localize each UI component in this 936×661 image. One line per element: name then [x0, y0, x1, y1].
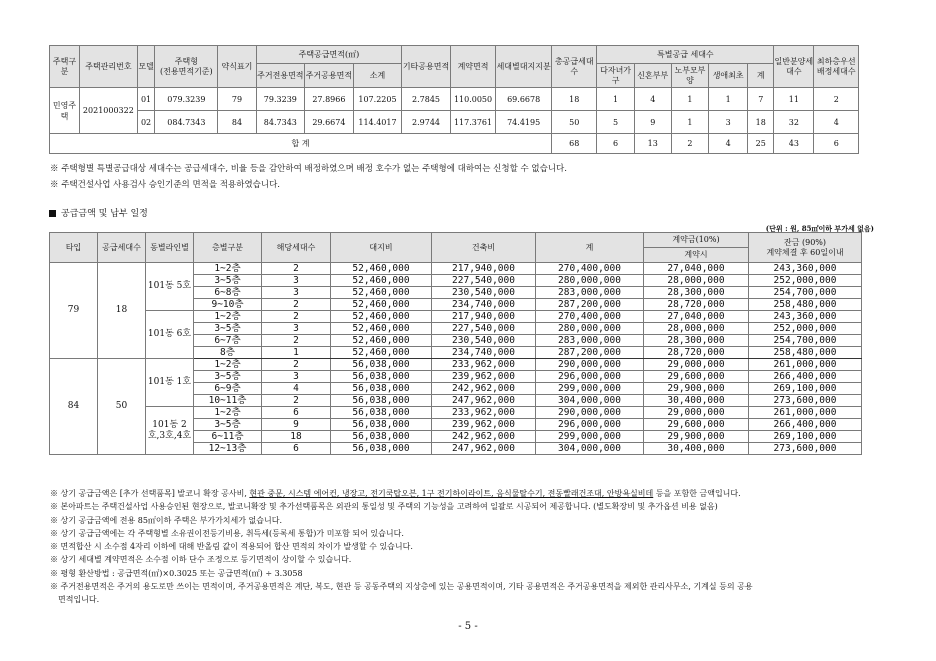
- cell-land: 52,460,000: [331, 311, 432, 323]
- cell-total: 299,000,000: [536, 383, 644, 395]
- section-title-text: 공급금액 및 납부 일정: [61, 209, 148, 219]
- note-line-underlined: 현관 중문, 시스템 에어컨, 냉장고, 전기쿡탑오븐, 1구 전기하이라이트, 음식물탈수기, 전동빨래건조대, 안방욕실비데: [249, 489, 654, 498]
- cell-total: 290,000,000: [536, 407, 644, 419]
- cell-building: 230,540,000: [432, 287, 536, 299]
- header-multi-child: 다자녀가구: [597, 64, 634, 88]
- cell-balance: 266,400,000: [749, 371, 862, 383]
- cell-land: 56,038,000: [331, 419, 432, 431]
- cell-subtotal: 114.4017: [353, 111, 402, 134]
- cell-land: 56,038,000: [331, 431, 432, 443]
- sum-label: 합 계: [50, 134, 552, 154]
- cell-total: 270,400,000: [536, 311, 644, 323]
- cell-total: 296,000,000: [536, 371, 644, 383]
- cell-line: 101동 1호: [146, 359, 194, 407]
- cell-balance: 269,100,000: [749, 431, 862, 443]
- cell-floor: 9~10층: [194, 299, 262, 311]
- cell-deposit: 29,900,000: [644, 383, 749, 395]
- cell-land: 52,460,000: [331, 323, 432, 335]
- table-row: [50, 359, 862, 371]
- note-area-basis: ※ 주택건설사업 사용검사 승인기준의 면적을 적용하였습니다.: [50, 180, 280, 190]
- cell-elder: 1: [671, 111, 708, 134]
- note-line: 면적입니다.: [58, 595, 100, 605]
- cell-type: 079.3239: [155, 88, 218, 111]
- housing-area-table: [49, 45, 859, 154]
- cell-balance: 261,000,000: [749, 407, 862, 419]
- header-first-time: 생애최초: [709, 64, 748, 88]
- note-line-post: 등을 포함한 금액입니다.: [653, 489, 741, 498]
- sum-general: 43: [774, 134, 814, 154]
- cell-floor: 1~2층: [194, 263, 262, 275]
- cell-balance: 269,100,000: [749, 383, 862, 395]
- cell-excl: 79.3239: [256, 88, 305, 111]
- cell-contract: 110.0050: [450, 88, 495, 111]
- cell-building: 217,940,000: [432, 263, 536, 275]
- cell-land: 52,460,000: [331, 347, 432, 359]
- sum-newly: 13: [634, 134, 671, 154]
- cell-land: 52,460,000: [331, 275, 432, 287]
- cell-units: 4: [262, 383, 331, 395]
- cell-land: 52,460,000: [331, 299, 432, 311]
- cell-balance: 254,700,000: [749, 287, 862, 299]
- table-row: [50, 407, 862, 419]
- sum-sp-total: 25: [748, 134, 774, 154]
- cell-building: 234,740,000: [432, 347, 536, 359]
- header-building: 건축비: [432, 233, 536, 263]
- cell-balance: 254,700,000: [749, 335, 862, 347]
- page-number: - 5 -: [458, 621, 478, 632]
- note-line: [50, 487, 862, 500]
- cell-total: 280,000,000: [536, 323, 644, 335]
- cell-floor: 6~9층: [194, 383, 262, 395]
- cell-floor: 1~2층: [194, 359, 262, 371]
- cell-deposit: 28,300,000: [644, 287, 749, 299]
- cell-type: 79: [50, 263, 98, 359]
- cell-floor: 6~7층: [194, 335, 262, 347]
- price-schedule-body: [50, 263, 862, 455]
- header-land: 대지비: [331, 233, 432, 263]
- header-other-common: 기타공용면적: [402, 46, 451, 88]
- cell-multi: 1: [597, 88, 634, 111]
- cell-abbr: 79: [218, 88, 256, 111]
- cell-first: 1: [709, 88, 748, 111]
- cell-abbr: 84: [218, 111, 256, 134]
- header-elderly: 노부모부양: [671, 64, 708, 88]
- note-line: ※ 면적합산 시 소수점 4자리 이하에 대해 반올림 값이 적용되어 합산 면적의 차이가 발생할 수 있습니다.: [50, 542, 413, 552]
- cell-land: 56,038,000: [331, 371, 432, 383]
- cell-type: 84: [50, 359, 98, 455]
- cell-units: 2: [262, 299, 331, 311]
- header-line: 동별라인별: [146, 233, 194, 263]
- cell-units: 3: [262, 323, 331, 335]
- cell-land: 69.6678: [496, 88, 552, 111]
- cell-multi: 5: [597, 111, 634, 134]
- cell-total: 304,000,000: [536, 443, 644, 455]
- cell-building: 247,962,000: [432, 395, 536, 407]
- cell-total: 270,400,000: [536, 263, 644, 275]
- cell-units: 3: [262, 287, 331, 299]
- cell-deposit: 29,000,000: [644, 359, 749, 371]
- cell-land: 74.4195: [496, 111, 552, 134]
- cell-balance: 258,480,000: [749, 299, 862, 311]
- header-abbr: 약식표기: [218, 46, 256, 88]
- cell-building: 247,962,000: [432, 443, 536, 455]
- cell-building: 239,962,000: [432, 419, 536, 431]
- header-residential-common: 주거공용면적: [305, 64, 354, 88]
- cell-total: 287,200,000: [536, 347, 644, 359]
- cell-floor: 12~13층: [194, 443, 262, 455]
- header-type: 타입: [50, 233, 98, 263]
- cell-units: 2: [262, 335, 331, 347]
- note-line: ※ 상기 공급금액에는 각 주택형별 소유권이전등기비용, 취득세(등록세 통합)가 미포함 되어 있습니다.: [50, 528, 404, 538]
- cell-sp-total: 7: [748, 88, 774, 111]
- cell-units: 6: [262, 443, 331, 455]
- cell-lowest: 4: [814, 111, 859, 134]
- header-balance: [749, 233, 862, 263]
- cell-total: 283,000,000: [536, 335, 644, 347]
- header-floor: 층별구분: [194, 233, 262, 263]
- cell-building: 242,962,000: [432, 383, 536, 395]
- note-line-pre: ※ 상기 공급금액은 [추가 선택품목] 발코니 확장 공사비,: [50, 489, 250, 498]
- cell-type: 084.7343: [155, 111, 218, 134]
- header-supply-area: 주택공급면적(㎡): [256, 46, 402, 64]
- cell-floor: 1~2층: [194, 311, 262, 323]
- cell-units: 2: [262, 311, 331, 323]
- cell-floor: 3~5층: [194, 275, 262, 287]
- cell-units: 9: [262, 419, 331, 431]
- cell-general: 11: [774, 88, 814, 111]
- sum-total: 68: [552, 134, 597, 154]
- cell-units: 18: [262, 431, 331, 443]
- cell-lowest: 2: [814, 88, 859, 111]
- header-newlywed: 신혼부부: [634, 64, 671, 88]
- header-subtotal: 소계: [353, 64, 402, 88]
- cell-balance: 273,600,000: [749, 395, 862, 407]
- cell-balance: 252,000,000: [749, 275, 862, 287]
- header-supply-units: 공급세대수: [98, 233, 146, 263]
- header-total-supply: 총공급세대수: [552, 46, 597, 88]
- cell-land: 52,460,000: [331, 263, 432, 275]
- header-model: 모델: [137, 46, 155, 88]
- cell-other: 2.7845: [402, 88, 451, 111]
- header-units: 해당세대수: [262, 233, 331, 263]
- cell-total: 299,000,000: [536, 431, 644, 443]
- cell-floor: 3~5층: [194, 371, 262, 383]
- cell-mgmt-no: 2021000322: [79, 88, 137, 134]
- cell-common: 29.6674: [305, 111, 354, 134]
- cell-units: 2: [262, 395, 331, 407]
- cell-land: 52,460,000: [331, 287, 432, 299]
- table-row: [50, 88, 859, 111]
- cell-total: 287,200,000: [536, 299, 644, 311]
- header-contract-area: 계약면적: [450, 46, 495, 88]
- cell-floor: 1~2층: [194, 407, 262, 419]
- sum-multi: 6: [597, 134, 634, 154]
- cell-deposit: 28,000,000: [644, 275, 749, 287]
- cell-floor: 3~5층: [194, 419, 262, 431]
- cell-deposit: 27,040,000: [644, 263, 749, 275]
- cell-excl: 84.7343: [256, 111, 305, 134]
- header-deposit: 계약금(10%): [644, 233, 749, 248]
- cell-total: 280,000,000: [536, 275, 644, 287]
- cell-first: 3: [709, 111, 748, 134]
- cell-supply: 18: [98, 263, 146, 359]
- cell-building: 227,540,000: [432, 275, 536, 287]
- header-special-supply: 특별공급 세대수: [597, 46, 774, 64]
- cell-newly: 9: [634, 111, 671, 134]
- unit-note: (단위 : 원, 85㎡이하 부가세 없음): [765, 224, 874, 233]
- cell-balance: 243,360,000: [749, 263, 862, 275]
- cell-sp-total: 18: [748, 111, 774, 134]
- price-notes: [50, 487, 862, 607]
- cell-model: 02: [137, 111, 155, 134]
- header-total: 계: [536, 233, 644, 263]
- header-special-total: 계: [748, 64, 774, 88]
- cell-line: 101동 2호,3호,4호: [146, 407, 194, 455]
- cell-line: 101동 5호: [146, 263, 194, 311]
- cell-building: 233,962,000: [432, 407, 536, 419]
- header-housing-type-sub: (전용면적기준): [160, 66, 213, 76]
- cell-deposit: 29,600,000: [644, 371, 749, 383]
- cell-units: 3: [262, 275, 331, 287]
- header-land-share: 세대별대지지분: [496, 46, 552, 88]
- sum-first: 4: [709, 134, 748, 154]
- cell-balance: 258,480,000: [749, 347, 862, 359]
- note-line: ※ 상기 세대별 계약면적은 소수점 이하 단수 조정으로 등기면적이 상이할 수 있습니다.: [50, 555, 352, 565]
- note-special-supply: ※ 주택형별 특별공급대상 세대수는 공급세대수, 비율 등을 감안하여 배정하였으며 배정 호수가 없는 주택형에 대하여는 신청할 수 없습니다.: [50, 164, 567, 174]
- cell-group: 민영주택: [50, 88, 80, 134]
- cell-total: 18: [552, 88, 597, 111]
- cell-deposit: 28,300,000: [644, 335, 749, 347]
- cell-elder: 1: [671, 88, 708, 111]
- cell-building: 230,540,000: [432, 335, 536, 347]
- cell-land: 56,038,000: [331, 407, 432, 419]
- header-general-supply: 일반분양세대수: [774, 46, 814, 88]
- cell-units: 2: [262, 263, 331, 275]
- header-balance-main: 잔금 (90%): [783, 237, 827, 247]
- cell-supply: 50: [98, 359, 146, 455]
- cell-floor: 3~5층: [194, 323, 262, 335]
- cell-units: 3: [262, 371, 331, 383]
- cell-general: 32: [774, 111, 814, 134]
- cell-building: 242,962,000: [432, 431, 536, 443]
- cell-building: 217,940,000: [432, 311, 536, 323]
- cell-balance: 266,400,000: [749, 419, 862, 431]
- header-mgmt-no: 주택관리번호: [79, 46, 137, 88]
- cell-deposit: 27,040,000: [644, 311, 749, 323]
- cell-land: 56,038,000: [331, 383, 432, 395]
- cell-balance: 252,000,000: [749, 323, 862, 335]
- cell-land: 56,038,000: [331, 395, 432, 407]
- cell-units: 6: [262, 407, 331, 419]
- cell-other: 2.9744: [402, 111, 451, 134]
- cell-newly: 4: [634, 88, 671, 111]
- cell-building: 233,962,000: [432, 359, 536, 371]
- header-type-group: 주택구분: [50, 46, 80, 88]
- cell-floor: 10~11층: [194, 395, 262, 407]
- header-housing-type: [155, 46, 218, 88]
- price-schedule-table: [49, 232, 862, 455]
- cell-units: 1: [262, 347, 331, 359]
- cell-total: 296,000,000: [536, 419, 644, 431]
- header-lowest-floor: 최하층우선배정세대수: [814, 46, 859, 88]
- cell-deposit: 28,000,000: [644, 323, 749, 335]
- cell-common: 27.8966: [305, 88, 354, 111]
- sum-lowest: 6: [814, 134, 859, 154]
- sum-row: [50, 134, 859, 154]
- note-line: ※ 평형 환산방법 : 공급면적(㎡)×0.3025 또는 공급면적(㎡) ÷ 3.3058: [50, 568, 303, 578]
- header-housing-type-main: 주택형: [174, 57, 198, 67]
- cell-deposit: 29,600,000: [644, 419, 749, 431]
- cell-total: 304,000,000: [536, 395, 644, 407]
- cell-floor: 8층: [194, 347, 262, 359]
- cell-deposit: 30,400,000: [644, 395, 749, 407]
- cell-deposit: 30,400,000: [644, 443, 749, 455]
- cell-total: 50: [552, 111, 597, 134]
- header-residential-exclusive: 주거전용면적: [256, 64, 305, 88]
- table-row: [50, 111, 859, 134]
- note-line: ※ 주거전용면적은 주거의 용도로만 쓰이는 면적이며, 주거공용면적은 계단, 복도, 현관 등 공동주택의 지상층에 있는 공용면적이며, 기타 공용면적은 주거공용면적을 제외한 관리사무소, 기계실 등의 공용: [50, 582, 753, 592]
- cell-land: 56,038,000: [331, 443, 432, 455]
- cell-balance: 243,360,000: [749, 311, 862, 323]
- table-row: [50, 311, 862, 323]
- cell-contract: 117.3761: [450, 111, 495, 134]
- cell-units: 2: [262, 359, 331, 371]
- header-balance-sub: 계약체결 후 60일이내: [766, 247, 844, 257]
- cell-balance: 261,000,000: [749, 359, 862, 371]
- table-row: [50, 263, 862, 275]
- cell-balance: 273,600,000: [749, 443, 862, 455]
- cell-deposit: 29,900,000: [644, 431, 749, 443]
- cell-land: 56,038,000: [331, 359, 432, 371]
- square-bullet-icon: [49, 210, 56, 217]
- note-line: ※ 상기 공급금액에 전용 85㎡이하 주택은 부가가치세가 없습니다.: [50, 515, 282, 525]
- cell-model: 01: [137, 88, 155, 111]
- cell-total: 290,000,000: [536, 359, 644, 371]
- note-line: ※ 본아파트는 주택건설사업 사용승인된 현장으로, 발코니확장 및 추가선택품목은 외관의 통일성 및 주택의 기능성을 고려하여 일괄로 시공되어 제공합니다. (별도확장비 및 추가옵션 비용 없음): [50, 502, 718, 512]
- cell-land: 52,460,000: [331, 335, 432, 347]
- cell-floor: 6~8층: [194, 287, 262, 299]
- cell-line: 101동 6호: [146, 311, 194, 359]
- cell-floor: 6~11층: [194, 431, 262, 443]
- section-title: [49, 206, 148, 219]
- cell-deposit: 29,000,000: [644, 407, 749, 419]
- cell-subtotal: 107.2205: [353, 88, 402, 111]
- cell-building: 239,962,000: [432, 371, 536, 383]
- cell-deposit: 28,720,000: [644, 299, 749, 311]
- cell-building: 227,540,000: [432, 323, 536, 335]
- cell-deposit: 28,720,000: [644, 347, 749, 359]
- header-deposit-sub: 계약시: [644, 248, 749, 263]
- sum-elder: 2: [671, 134, 708, 154]
- cell-building: 234,740,000: [432, 299, 536, 311]
- cell-total: 283,000,000: [536, 287, 644, 299]
